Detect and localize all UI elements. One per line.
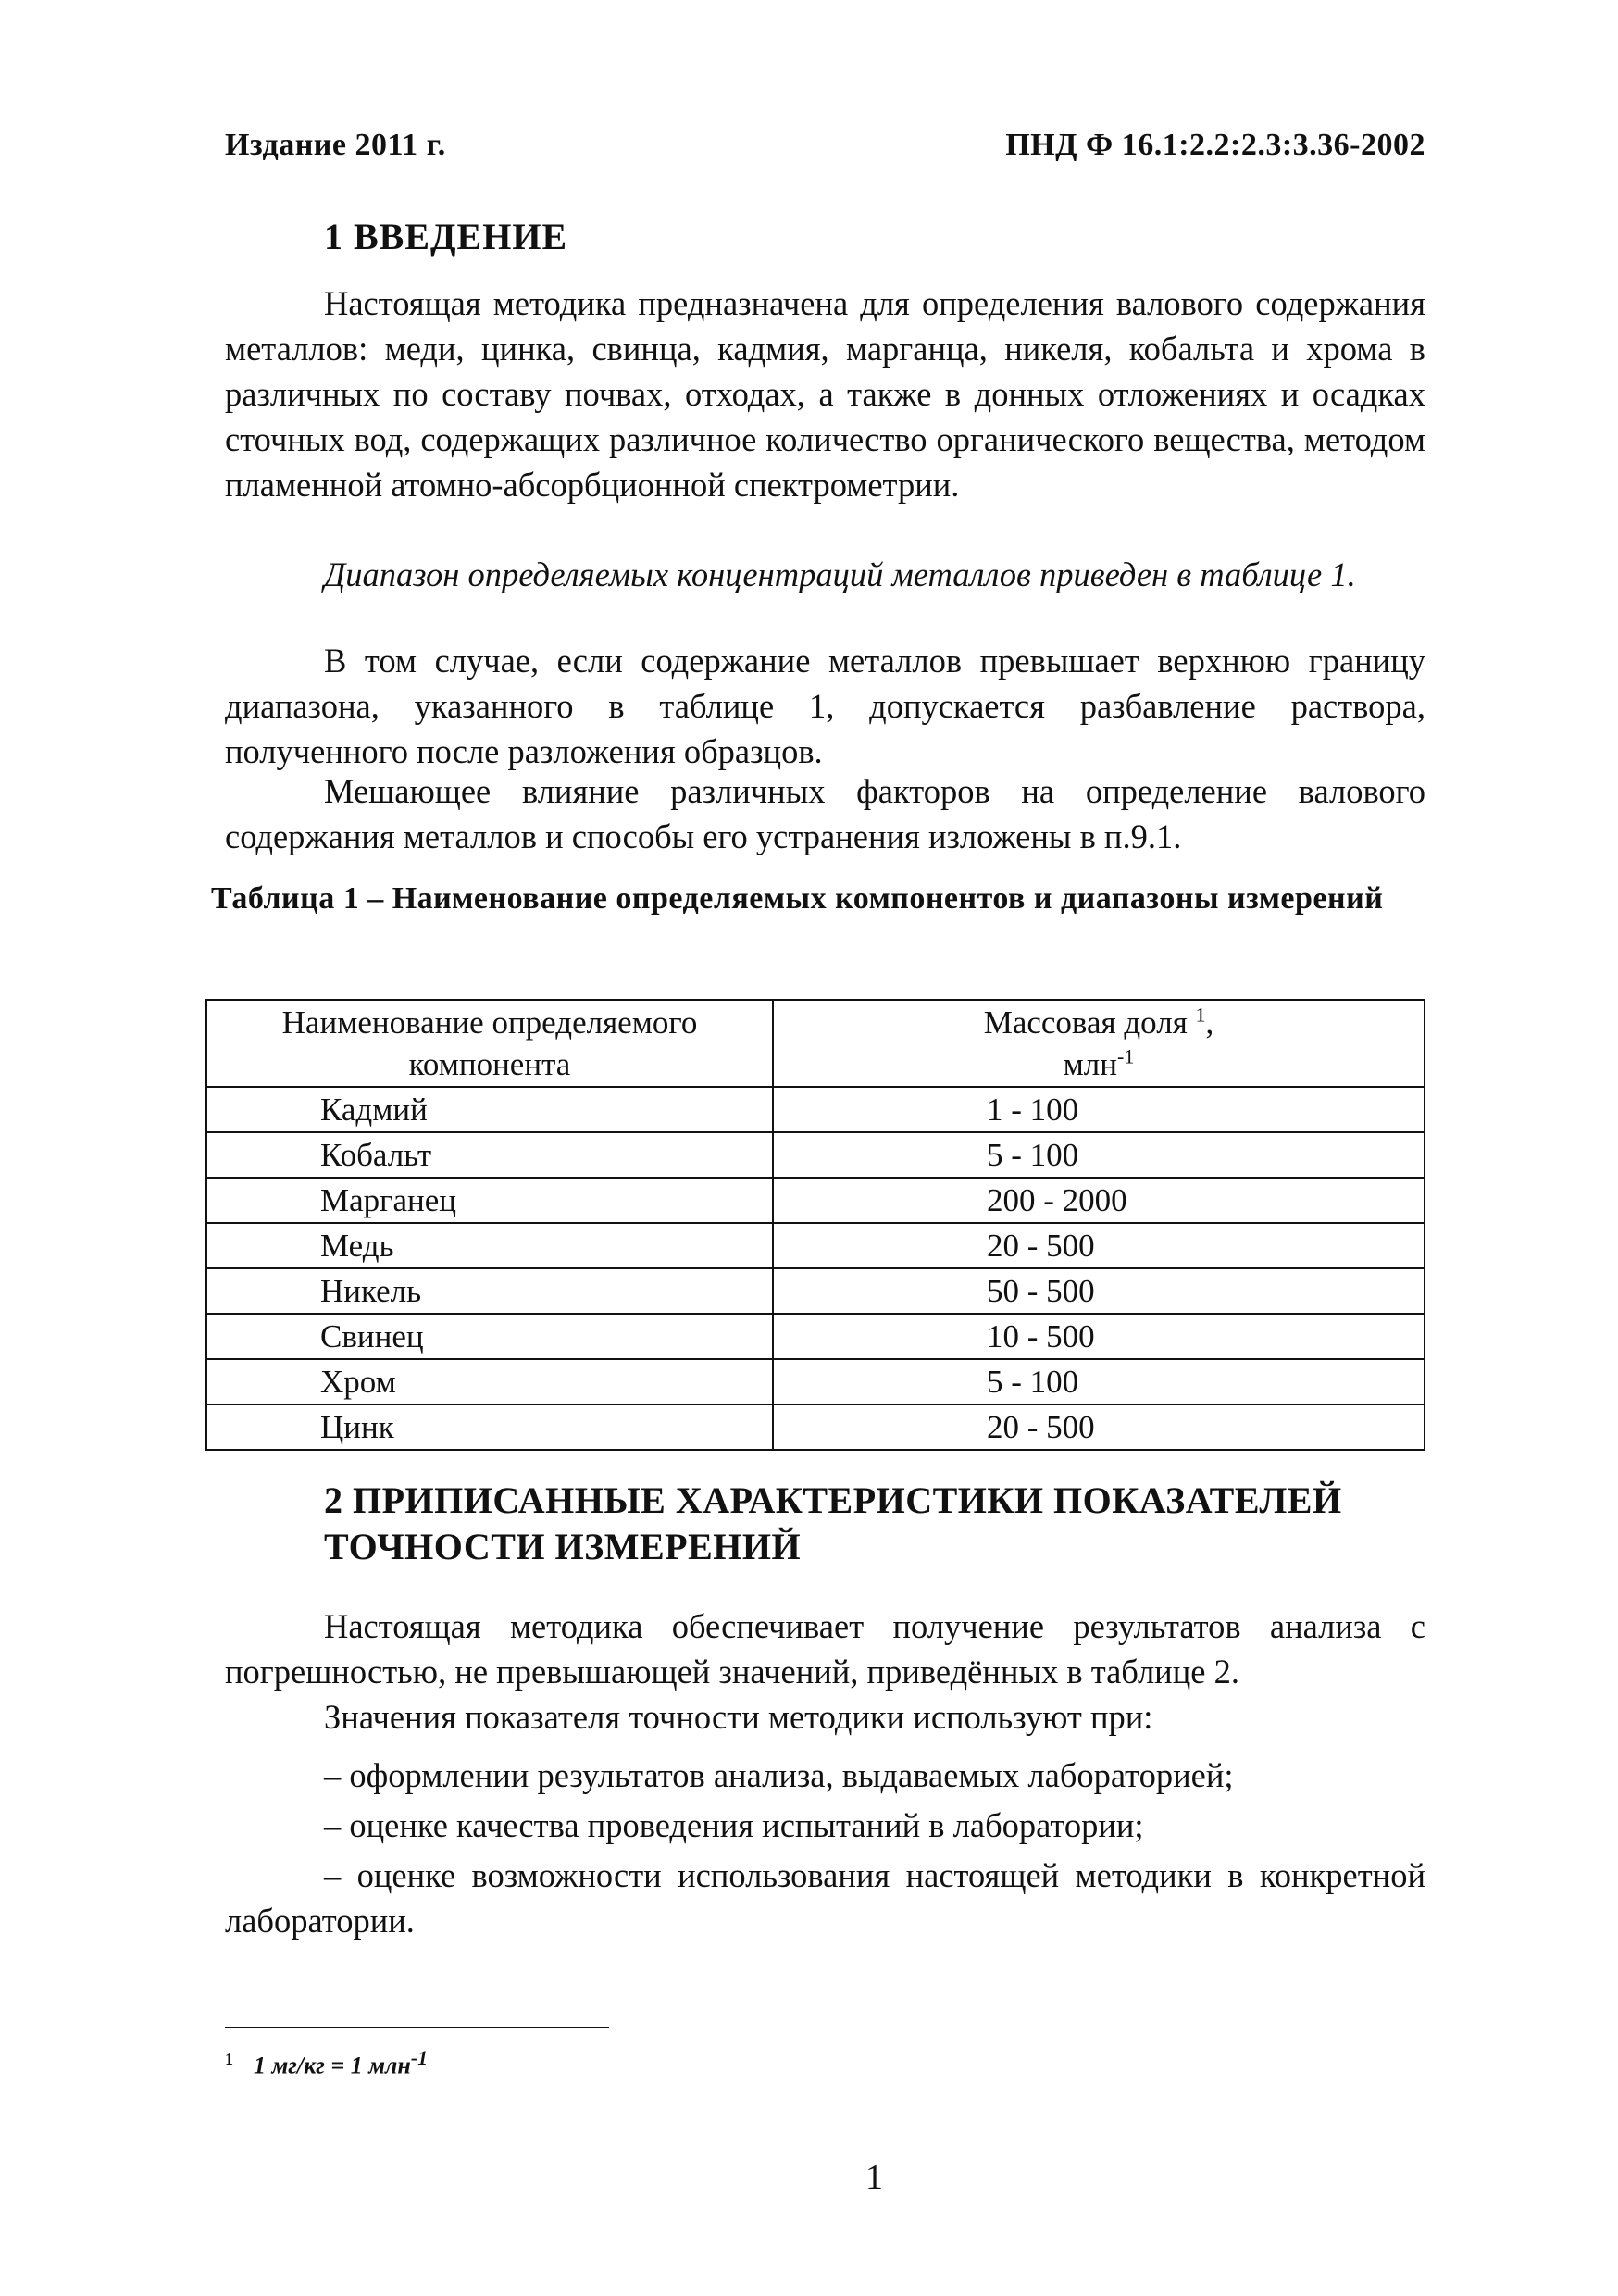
component-name: Кобальт — [206, 1132, 773, 1178]
section-2-paragraph: Значения показателя точности методики используют при: — [324, 1698, 1153, 1736]
table-row — [206, 1314, 1425, 1359]
mass-fraction-label: Массовая доля — [983, 1004, 1188, 1041]
component-name: Хром — [206, 1359, 773, 1404]
footnote-divider — [225, 2027, 609, 2028]
footnote-text: 1 мг/кг = 1 млн — [254, 2052, 411, 2079]
table-header-row — [206, 1000, 1425, 1087]
component-range: 20 - 500 — [773, 1223, 1425, 1268]
document-code: ПНД Ф 16.1:2.2:2.3:3.36-2002 — [1005, 128, 1425, 162]
component-range: 1 - 100 — [773, 1087, 1425, 1132]
list-item: – оценке качества проведения испытаний в лаборатории; — [324, 1806, 1144, 1844]
footnote-exponent: -1 — [410, 2046, 429, 2069]
section-2-title: 2 ПРИПИСАННЫЕ ХАРАКТЕРИСТИКИ ПОКАЗАТЕЛЕЙ ТОЧНОСТИ ИЗМЕРЕНИЙ — [324, 1479, 1342, 1567]
table-row — [206, 1178, 1425, 1223]
table-row — [206, 1223, 1425, 1268]
component-name: Никель — [206, 1268, 773, 1314]
component-range: 200 - 2000 — [773, 1178, 1425, 1223]
component-name: Свинец — [206, 1314, 773, 1359]
component-name: Цинк — [206, 1404, 773, 1450]
section-2-paragraph: Настоящая методика обеспечивает получение результатов анализа с погрешностью, не превышающей значений, приведённых в таблице 2. — [225, 1607, 1425, 1691]
table-row — [206, 1132, 1425, 1178]
section-1-title: 1 ВВЕДЕНИЕ — [324, 216, 568, 257]
section-1-paragraph: В том случае, если содержание металлов превышает верхнюю границу диапазона, указанного в таблице 1, допускается разбавление раствора, полученного после разложения образцов. — [225, 642, 1425, 770]
component-name: Медь — [206, 1223, 773, 1268]
column-header-mass-fraction: Массовая доля $^1$, млн$^{-1}$ — [773, 1000, 1425, 1087]
edition-label: Издание 2011 г. — [225, 128, 446, 162]
component-range: 5 - 100 — [773, 1132, 1425, 1178]
table-row — [206, 1404, 1425, 1450]
table-row — [206, 1268, 1425, 1314]
component-range: 10 - 500 — [773, 1314, 1425, 1359]
list-item: – оформлении результатов анализа, выдаваемых лабораторией; — [324, 1756, 1234, 1794]
component-range: 5 - 100 — [773, 1359, 1425, 1404]
column-header-component: Наименование определяемого компонента — [206, 1000, 773, 1087]
component-range: 50 - 500 — [773, 1268, 1425, 1314]
footnote — [225, 2046, 429, 2080]
component-name: Кадмий — [206, 1087, 773, 1132]
page-number: 1 — [865, 2158, 883, 2197]
section-1-paragraph: Мешающее влияние различных факторов на определение валового содержания металлов и способы его устранения изложены в п.9.1. — [225, 772, 1425, 855]
unit-label: млн — [1063, 1046, 1118, 1082]
unit-exponent: -1 — [1117, 1044, 1135, 1068]
section-1-paragraph: Диапазон определяемых концентраций металлов приведен в таблице 1. — [324, 555, 1356, 593]
component-name: Марганец — [206, 1178, 773, 1223]
table-1-caption: Таблица 1 – Наименование определяемых компонентов и диапазоны измерений — [211, 881, 1384, 916]
footnote-mark: 1 — [225, 2050, 233, 2068]
section-1-paragraph: Настоящая методика предназначена для определения валового содержания металлов: меди, цинка, свинца, кадмия, марганца, никеля, кобальта и хрома в различных по составу почвах, отходах, а также в донных отложениях и осадках сточных вод, содержащих различное количество органического вещества, методом пламенной атомно-абсорбционной спектрометрии. — [225, 284, 1425, 504]
list-item: – оценке возможности использования настоящей методики в конкретной лаборатории. — [225, 1856, 1425, 1940]
table-row — [206, 1087, 1425, 1132]
footnote-reference: 1 — [1195, 1003, 1206, 1027]
component-range: 20 - 500 — [773, 1404, 1425, 1450]
table-row — [206, 1359, 1425, 1404]
table-1 — [205, 999, 1425, 1451]
